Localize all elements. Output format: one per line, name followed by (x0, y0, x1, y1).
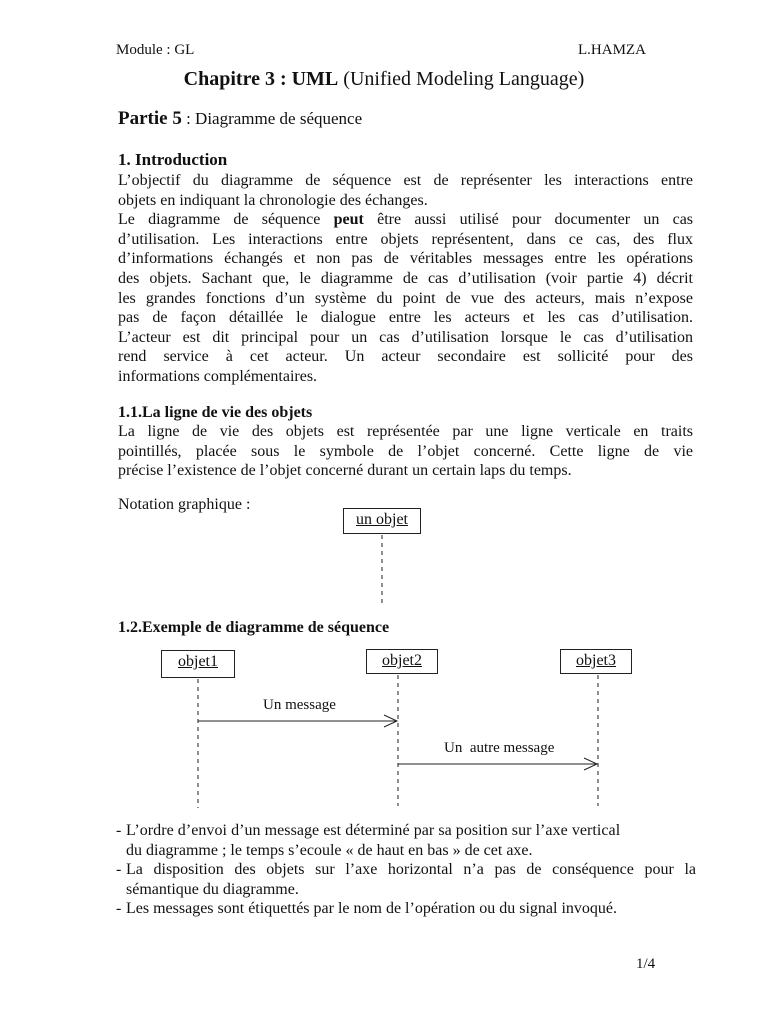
section-1-heading: 1. Introduction (118, 150, 228, 169)
text-line: rend service à cet acteur. Un acteur secondaire est sollicité pour des (118, 348, 693, 366)
bullet-dash: - (116, 822, 122, 839)
text-line: L’acteur est dit principal pour un cas d’utilisation lorsque le cas d’utilisation (118, 328, 693, 346)
text-line: sémantique du diagramme. (126, 880, 299, 898)
text-line: les grandes fonctions d’un système du point de vue des acteurs, mais n’expose (118, 289, 693, 307)
list-item (116, 860, 696, 899)
title-chapter: Chapitre 3 : UML (183, 68, 339, 90)
text-line: précise l’existence de l’objet concerné durant un certain laps du temps. (118, 462, 572, 480)
text-line: pas de façon détaillée le dialogue entre les acteurs et les cas d’utilisation. (118, 309, 693, 327)
message-2-label: Un autre message (444, 740, 555, 756)
bullet-dash: - (116, 861, 122, 879)
object-name: objet3 (576, 652, 616, 669)
section-1-1-heading: 1.1.La ligne de vie des objets (118, 404, 313, 421)
header-module: Module : GL (116, 42, 195, 58)
text-line: La disposition des objets sur l’axe horizontal n’a pas de conséquence pour la (126, 861, 696, 879)
text-line: L’ordre d’envoi d’un message est déterminé par sa position sur l’axe vertical (126, 822, 621, 839)
header-author: L.HAMZA (578, 42, 646, 58)
text-fragment: être aussi utilisé pour documenter un cas (377, 211, 694, 229)
page-number: 1/4 (636, 956, 656, 972)
list-item (116, 899, 696, 919)
title-subtitle: (Unified Modeling Language) (343, 68, 585, 90)
text-line: d’informations échangés et non pas de véritables messages entre les opérations (118, 250, 693, 268)
text-line: des objets. Sachant que, le diagramme de cas d’utilisation (voir partie 4) décrit (118, 269, 693, 287)
partie-text: : Diagramme de séquence (181, 109, 363, 128)
bullet-dash: - (116, 900, 122, 918)
emphasis-peut: peut (333, 211, 364, 229)
list-item (116, 821, 696, 860)
message-1-label: Un message (263, 697, 336, 713)
text-line: objets en indiquant la chronologie des échanges. (118, 191, 428, 209)
bullet-list (116, 821, 696, 919)
section-1-2-heading: 1.2.Exemple de diagramme de séquence (118, 619, 390, 636)
object-name: objet1 (178, 653, 218, 670)
text-fragment: Le diagramme de séquence (118, 211, 321, 229)
partie-label: Partie 5 (118, 108, 182, 129)
text-line: pointillés, placée sous le symbole de l’objet concerné. Cette ligne de vie (118, 442, 693, 460)
text-line: du diagramme ; le temps s’ecoule « de haut en bas » de cet axe. (126, 841, 533, 859)
text-line: d’utilisation. Les interactions entre objets représentent, dans ce cas, des flux (118, 230, 693, 248)
object-name: objet2 (382, 652, 422, 669)
text-line: La ligne de vie des objets est représentée par une ligne verticale en traits (118, 423, 693, 440)
notation-label: Notation graphique : (118, 496, 251, 513)
text-line: Les messages sont étiquettés par le nom de l’opération ou du signal invoqué. (126, 900, 617, 918)
text-line: L’objectif du diagramme de séquence est de représenter les interactions entre (118, 172, 693, 189)
object-name: un objet (356, 511, 408, 528)
text-line: informations complémentaires. (118, 367, 318, 385)
